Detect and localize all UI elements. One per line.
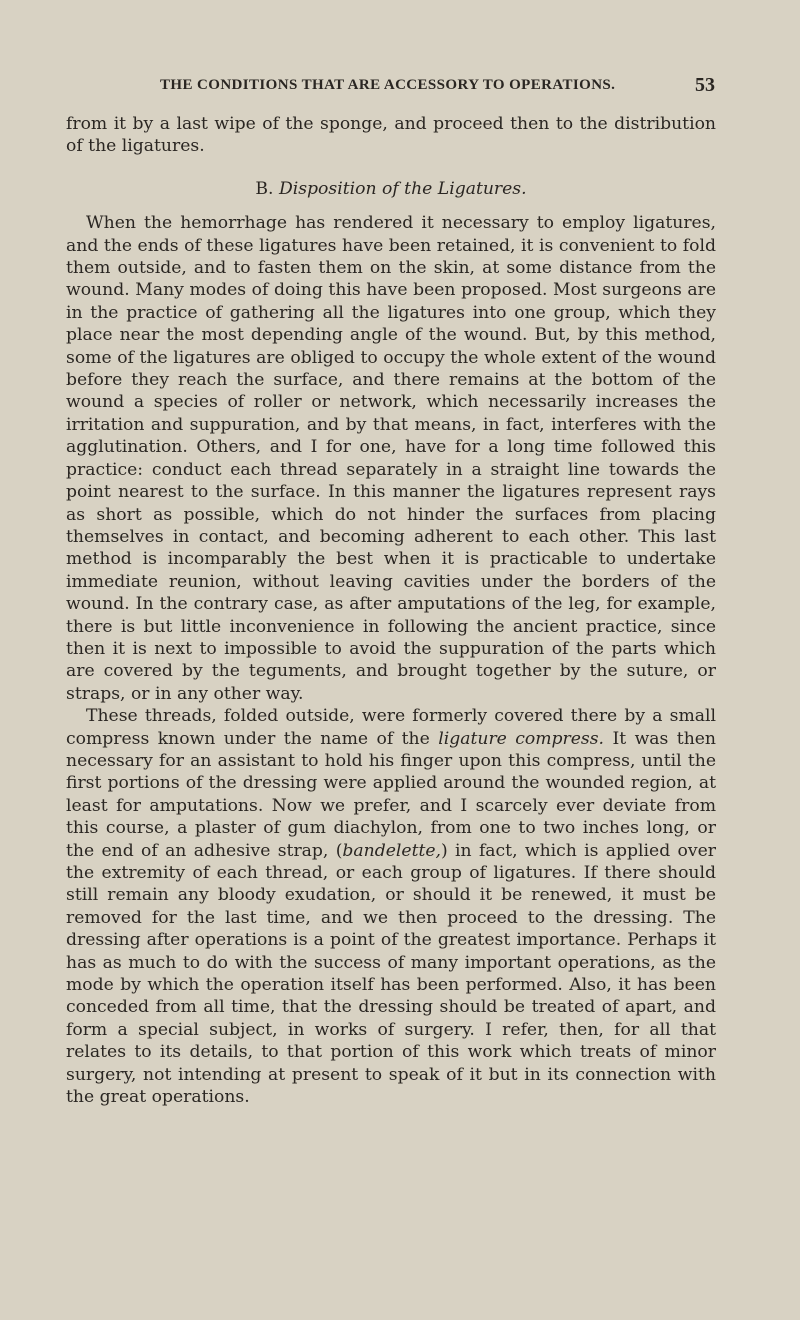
section-title: Disposition of the Ligatures. — [278, 178, 527, 199]
paragraph-threads-text-b: It was then necessary for an assistant to hold his finger upon this compress, until the first portions of the dressing were applied around the wounded region, at least for amputations. Now we prefer, and I scarcely ever deviate from this course, a plaster of gum diachylon, from one to two inches long, or the end of an adhesive strap, ( — [66, 728, 716, 861]
opening-paragraph: from it by a last wipe of the sponge, and proceed then to the distribution of the ligatures. — [66, 114, 716, 157]
running-head: THE CONDITIONS THAT ARE ACCESSORY TO OPERATIONS. — [160, 77, 616, 93]
paragraph-threads-text-a: These threads, folded outside, were formerly covered there by a small compress known under the name of the — [66, 706, 716, 749]
section-heading — [66, 178, 716, 200]
term-bandelette: bandelette, — [342, 840, 442, 861]
paragraph-disposition: When the hemorrhage has rendered it necessary to employ ligatures, and the ends of these ligatures have been retained, it is convenient to fold them outside, and to fasten them on the skin, at some distance from the wound. Many modes of doing this have been proposed. Most surgeons are in the practice of gathering all the ligatures into one group, which they place near the most depending angle of the wound. But, by this method, some of the ligatures are obliged to occupy the whole extent of the wound before they reach the surface, and there remains at the bottom of the wound a species of roller or network, which necessarily increases the irritation and suppuration, and by that means, in fact, interferes with the agglutination. Others, and I for one, have for a long time followed this practice: conduct each thread separately in a straight line towards the point nearest to the surface. In this manner the ligatures represent rays as short as possible, which do not hinder the surfaces from placing themselves in contact, and becoming adherent to each other. This last method is incomparably the best when it is practicable to undertake immediate reunion, without leaving cavities under the borders of the wound. In the contrary case, as after amputations of the leg, for example, there is but little inconvenience in following the ancient practice, since then it is next to impossible to avoid the suppuration of the parts which are covered by the teguments, and brought together by the suture, or straps, or in any other way. — [66, 213, 716, 704]
paragraph-threads-text-c: ) in fact, which is applied over the extremity of each thread, or each group of ligatures. If there should still remain any bloody exudation, or should it be renewed, it must be removed for the last time, and we then proceed to the dressing. The dressing after operations is a point of the greatest importance. Perhaps it has as much to do with the success of many important operations, as the mode by which the operation itself has been performed. Also, it has been conceded from all time, that the dressing should be treated of apart, and form a special subject, in works of surgery. I refer, then, for all that relates to its details, to that portion of this work which treats of minor surgery, not intending at present to speak of it but in its connection with the great operations. — [66, 840, 716, 1108]
term-ligature-compress: ligature compress. — [438, 728, 605, 749]
page-number: 53 — [695, 74, 715, 96]
section-label: B. — [255, 178, 274, 199]
paragraph-threads — [66, 705, 716, 1108]
body-text — [66, 113, 716, 1108]
